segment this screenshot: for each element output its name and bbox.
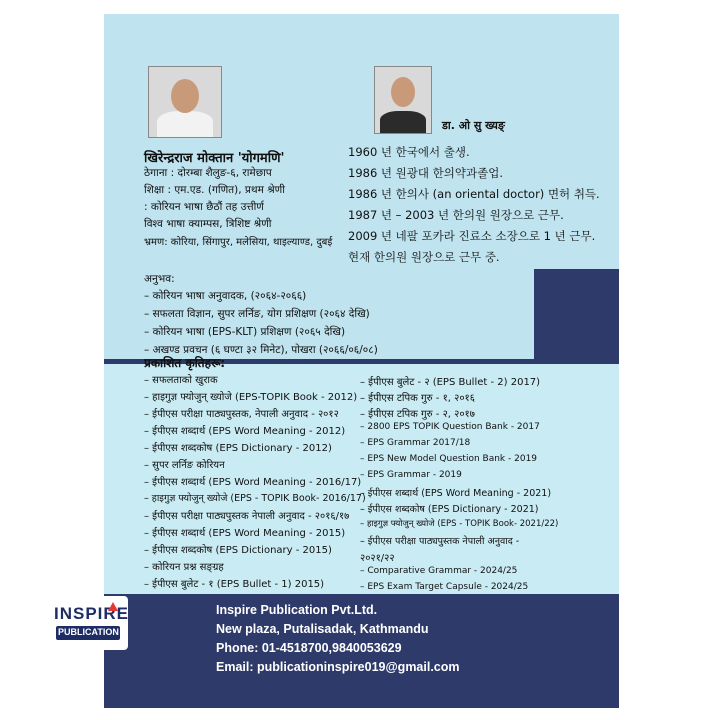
experience-item: – कोरियन भाषा (EPS-KLT) प्रशिक्षण (२०६५ देखि) xyxy=(144,326,346,338)
work-item: – ईपीएस टपिक गुरु - २, २०१७ xyxy=(360,409,475,420)
work-item: – ईपीएस शब्दार्थ (EPS Word Meaning - 2016/17) xyxy=(144,477,362,488)
experience-item: – सफलता विज्ञान, सुपर लर्निङ, योग प्रशिक्षण (२०६४ देखि) xyxy=(144,308,370,320)
work-item: – कोरियन प्रश्न सङ्ग्रह xyxy=(144,562,224,573)
logo-bottom-text: PUBLICATION xyxy=(58,627,119,637)
work-item: – सुपर लर्निङ कोरियन xyxy=(144,460,225,471)
work-item: – सफलताको खुराक xyxy=(144,375,218,386)
work-item: – EPS Grammar - 2019 xyxy=(360,470,462,480)
work-item: – ईपीएस टपिक गुरु - १, २०१६ xyxy=(360,393,475,404)
work-item: – ईपीएस शब्दकोष (EPS Dictionary - 2015) xyxy=(144,545,332,556)
work-item: – EPS New Model Question Bank - 2019 xyxy=(360,454,538,464)
work-item: – 2800 EPS TOPIK Question Bank - 2017 xyxy=(360,422,540,432)
author2-line: 현재 한의원 원장으로 근무 중. xyxy=(348,250,500,264)
work-item: – ईपीएस शब्दार्थ (EPS Word Meaning - 2015) xyxy=(144,528,346,539)
author1-travel: भ्रमण: कोरिया, सिंगापुर, मलेसिया, थाइल्याण्ड, दुबई xyxy=(144,237,333,248)
publisher-name: Inspire Publication Pvt.Ltd. xyxy=(216,603,378,617)
works-heading: प्रकाशित कृतिहरू: xyxy=(144,356,226,370)
author2-name: डा. ओ सु ख्यङ् xyxy=(442,119,505,132)
logo-top-text: INSPIRE xyxy=(54,604,130,623)
author1-campus: विश्व भाषा क्याम्पस, त्रिशिष्ट श्रेणी xyxy=(144,218,272,230)
experience-item: – कोरियन भाषा अनुवादक, (२०६४-२०६६) xyxy=(144,290,307,302)
author1-korean: : कोरियन भाषा छैठौं तह उत्तीर्ण xyxy=(144,201,264,213)
work-item: २०२१/२२ xyxy=(360,553,395,564)
author2-line: 1986 년 한의사 (an oriental doctor) 면허 취득. xyxy=(348,187,600,201)
experience-item: – अखण्ड प्रवचन (६ घण्टा ३२ मिनेट), पोखरा (२०६६/०६/०८) xyxy=(144,344,378,356)
work-item: – ईपीएस परीक्षा पाठ्यपुस्तक, नेपाली अनुवाद - २०१२ xyxy=(144,409,339,420)
work-item: – EPS Grammar 2017/18 xyxy=(360,438,471,448)
author1-photo xyxy=(148,66,222,138)
work-item: – ईपीएस शब्दकोष (EPS Dictionary - 2021) xyxy=(360,504,539,515)
work-item: – ईपीएस बुलेट - १ (EPS Bullet - 1) 2015) xyxy=(144,579,325,590)
work-item: – Comparative Grammar - 2024/25 xyxy=(360,566,518,576)
author1-address: ठेगाना : दोरम्बा शैलुङ-६, रामेछाप xyxy=(144,167,272,179)
logo-flame-icon xyxy=(108,602,118,611)
work-item: – EPS Exam Target Capsule - 2024/25 xyxy=(360,582,529,592)
author2-line: 1986 년 원광대 한의약과졸업. xyxy=(348,166,503,180)
publisher-address: New plaza, Putalisadak, Kathmandu xyxy=(216,622,429,636)
author2-line: 1960 년 한국에서 출생. xyxy=(348,145,470,159)
work-item: – ईपीएस शब्दार्थ (EPS Word Meaning - 2021) xyxy=(360,488,552,499)
work-item: – हाइगुज्ञ फ्योजुन् ख्योजे (EPS - TOPIK Book- 2021/22) xyxy=(360,519,559,529)
work-item: – ईपीएस परीक्षा पाठ्यपुस्तक नेपाली अनुवाद - २०१६/१७ xyxy=(144,511,350,522)
publisher-logo xyxy=(48,596,128,650)
work-item: – ईपीएस बुलेट - २ (EPS Bullet - 2) 2017) xyxy=(360,377,541,388)
author2-line: 2009 년 네팔 포카라 진료소 소장으로 1 년 근무. xyxy=(348,229,596,243)
work-item: – हाइगुज्ञ फ्योजुन् ख्योजे (EPS - TOPIK Book- 2016/17) xyxy=(144,493,366,504)
author1-name: खिरेन्द्रराज मोक्तान 'योगमणि' xyxy=(144,151,285,166)
work-item: – ईपीएस शब्दार्थ (EPS Word Meaning - 2012) xyxy=(144,426,346,437)
work-item: – ईपीएस शब्दकोष (EPS Dictionary - 2012) xyxy=(144,443,332,454)
publisher-email[interactable]: Email: publicationinspire019@gmail.com xyxy=(216,660,460,674)
experience-heading: अनुभव: xyxy=(144,273,175,285)
author2-line: 1987 년 – 2003 년 한의원 원장으로 근무. xyxy=(348,208,564,222)
work-item: – हाइगुज्ञ फ्योजुन् ख्योजे (EPS-TOPIK Book - 2012) xyxy=(144,392,358,403)
author1-education: शिक्षा : एम.एड. (गणित), प्रथम श्रेणी xyxy=(144,184,285,196)
work-item: – ईपीएस परीक्षा पाठ्यपुस्तक नेपाली अनुवाद - xyxy=(360,536,520,547)
publisher-phone: Phone: 01-4518700,9840053629 xyxy=(216,641,402,655)
author2-photo xyxy=(374,66,432,134)
